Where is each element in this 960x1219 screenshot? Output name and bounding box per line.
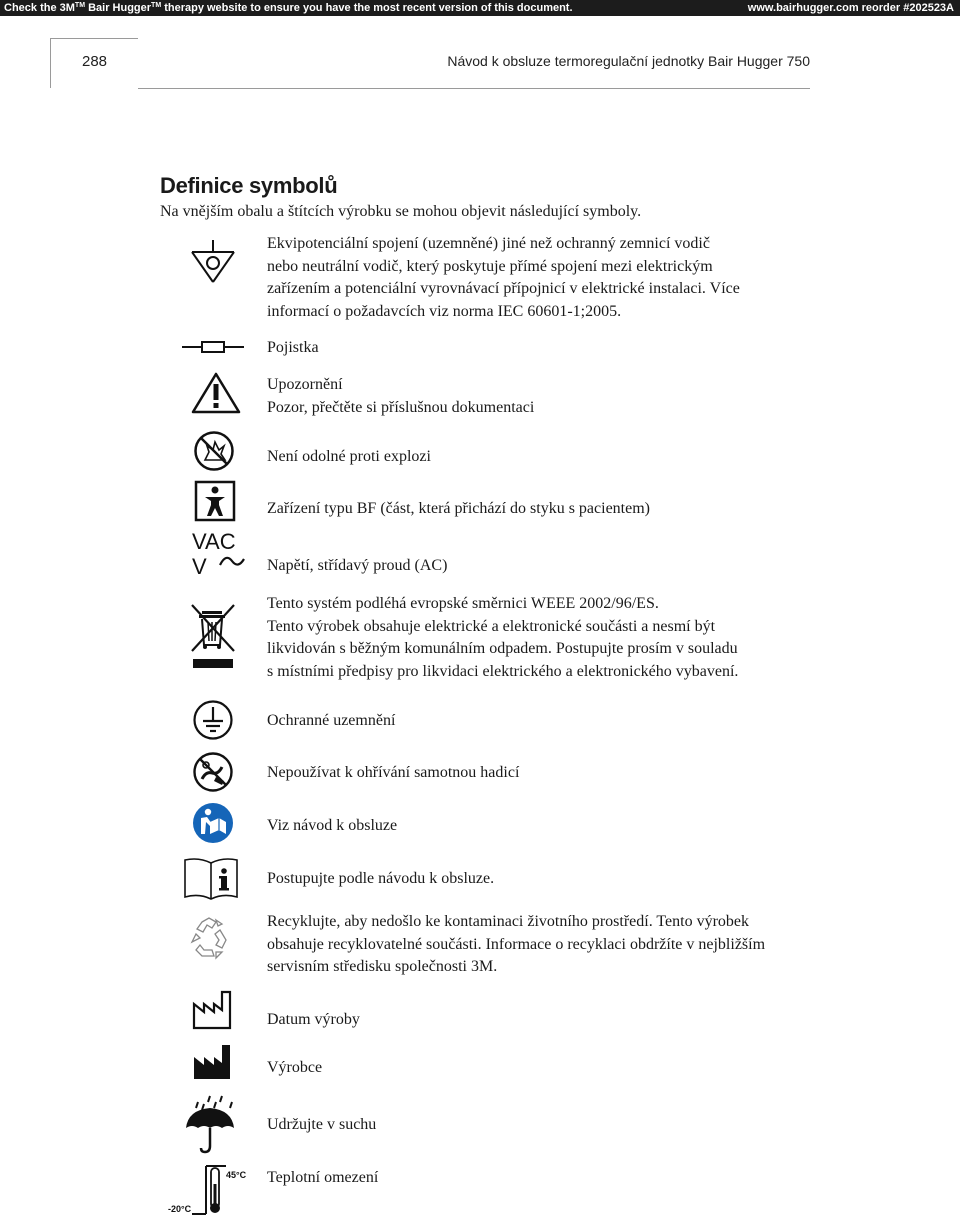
symbol-description-warning: Upozornění Pozor, přečtěte si příslušnou dokumentaci xyxy=(267,376,535,416)
recycle-icon xyxy=(186,916,232,960)
v-label: V xyxy=(192,554,207,579)
symbol-description-info-book: Postupujte podle návodu k obsluze. xyxy=(267,870,495,887)
protective-earth-icon xyxy=(192,699,234,741)
header-website[interactable]: www.bairhugger.com reorder #202523A xyxy=(747,2,954,14)
symbol-description-temperature-limit: Teplotní omezení xyxy=(267,1169,379,1186)
symbol-description-weee: Tento systém podléhá evropské směrnici WEEE 2002/96/ES. Tento výrobek obsahuje elektrické a elektronické součásti a nesmí být likvidován s běžným komunálním odpadem. Postupujte prosím v souladu s místními předpisy pro likvidaci elektrického a elektronického vybavení. xyxy=(267,595,739,680)
document-title: Návod k obsluze termoregulační jednotky Bair Hugger 750 xyxy=(447,53,810,69)
symbol-description-manufacturer: Výrobce xyxy=(267,1059,323,1076)
equipotential-icon xyxy=(188,240,238,284)
symbol-description-fuse: Pojistka xyxy=(267,339,319,356)
manufacturer-icon xyxy=(192,1043,234,1081)
page-number: 288 xyxy=(82,53,108,70)
no-free-hosing-icon xyxy=(192,751,234,793)
vac-icon xyxy=(192,529,258,577)
symbol-description-type-bf: Zařízení typu BF (část, která přichází do styku s pacientem) xyxy=(267,500,650,517)
symbol-description-manual: Viz návod k obsluze xyxy=(267,817,398,834)
header-rule xyxy=(138,88,810,89)
symbol-description-not-explosion-proof: Není odolné proti explozi xyxy=(267,448,431,465)
symbol-description-keep-dry: Udržujte v suchu xyxy=(267,1116,377,1133)
min-temperature-label: -20°C xyxy=(168,1204,192,1214)
manual-icon xyxy=(192,802,234,844)
warning-icon xyxy=(191,372,241,414)
keep-dry-icon xyxy=(184,1092,238,1154)
vac-label: VAC xyxy=(192,529,236,554)
weee-icon xyxy=(188,603,238,669)
temperature-limit-icon xyxy=(168,1162,250,1216)
symbol-description-vac: Napětí, střídavý proud (AC) xyxy=(267,557,448,574)
not-explosion-proof-icon xyxy=(193,430,235,472)
info-book-icon xyxy=(183,857,239,899)
section-heading: Definice symbolů xyxy=(160,173,338,198)
symbol-description-protective-earth: Ochranné uzemnění xyxy=(267,712,396,729)
header-notice: Check the 3M™ Bair Hugger™ therapy website to ensure you have the most recent version of this document. xyxy=(4,2,573,14)
fuse-icon xyxy=(182,340,244,354)
max-temperature-label: 45°C xyxy=(226,1170,247,1180)
section-intro: Na vnějším obalu a štítcích výrobku se mohou objevit následující symboly. xyxy=(160,203,642,220)
date-of-manufacture-icon xyxy=(192,990,234,1030)
type-bf-icon xyxy=(194,480,236,522)
symbol-description-date-of-manufacture: Datum výroby xyxy=(267,1011,360,1028)
header-bar xyxy=(0,0,960,16)
symbol-description-no-free-hosing: Nepoužívat k ohřívání samotnou hadicí xyxy=(267,764,520,781)
symbol-description-recycle: Recyklujte, aby nedošlo ke kontaminaci životního prostředí. Tento výrobek obsahuje recyklovatelné součásti. Informace o recyklaci obdržíte v nejbližším servisním středisku společnosti 3M. xyxy=(267,913,766,975)
symbol-description-equipotential: Ekvipotenciální spojení (uzemněné) jiné než ochranný zemnicí vodič nebo neutrální vodič, který poskytuje přímé spojení mezi elektrickým zařízením a potenciální vyrovnávací přípojnicí v elektrické instalaci. Více informací o požadavcích viz norma IEC 60601-1;2005. xyxy=(267,235,740,320)
